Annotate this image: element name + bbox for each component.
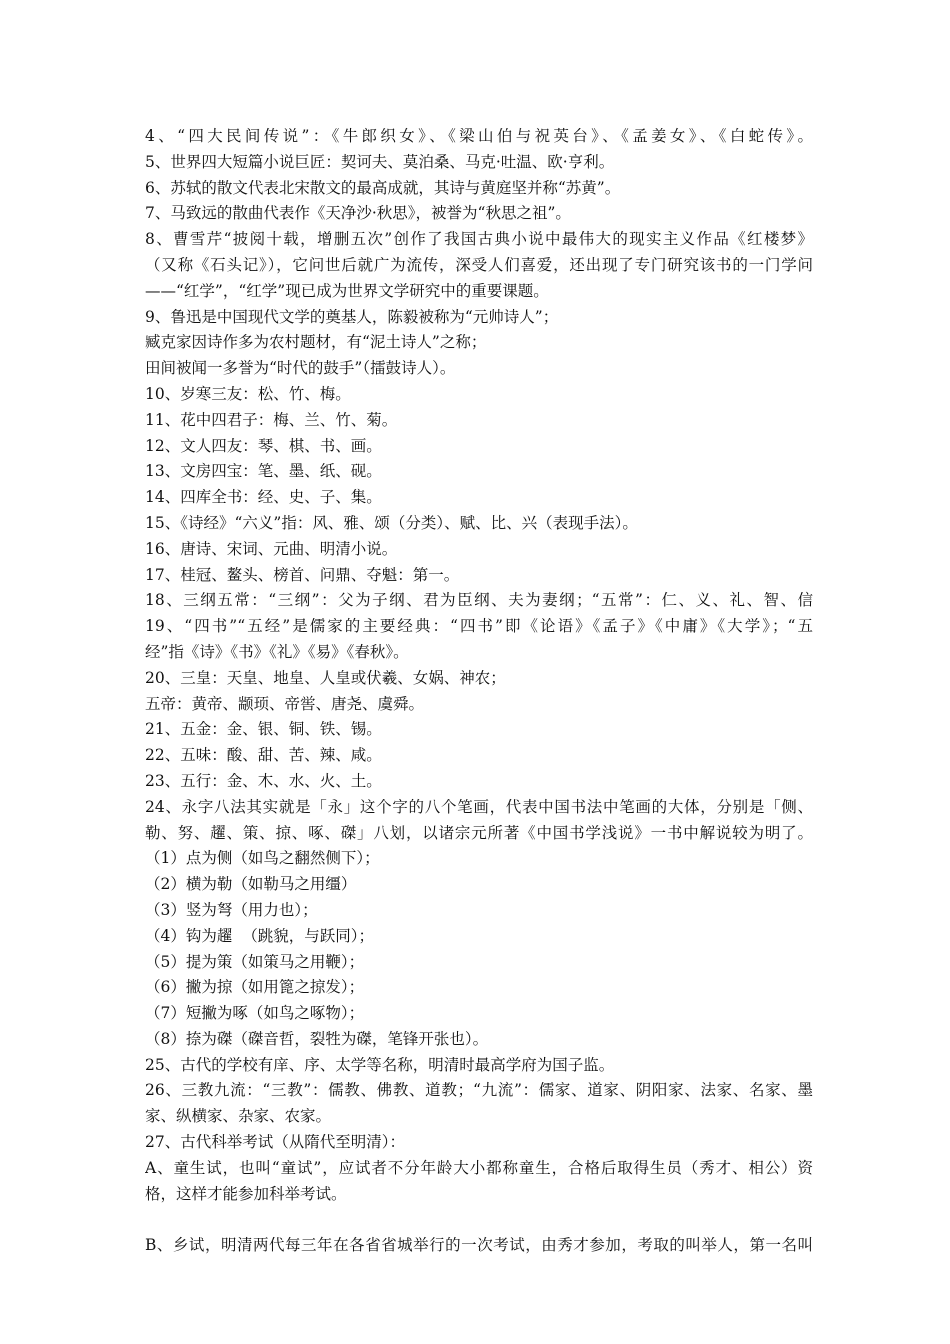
text-line: 21、五金：金、银、铜、铁、锡。 [145,720,382,739]
text-line: 4、“四大民间传说”：《牛郎织女》、《梁山伯与祝英台》、《孟姜女》、《白蛇传》。 [145,127,813,145]
text-line: （4）钩为趯 （跳貌，与跃同）； [145,926,374,945]
text-line: 27、古代科举考试（从隋代至明清）： [145,1133,405,1152]
text-line: （8）捺为磔（磔音哲，裂牲为磔，笔锋开张也）。 [145,1029,489,1048]
text-line: （5）提为策（如策马之用鞭）； [145,952,365,971]
text-line: （又称《石头记》），它问世后就广为流传，深受人们喜爱，还出现了专门研究该书的一门学问 [145,255,813,274]
text-line: 16、唐诗、宋词、元曲、明清小说。 [145,539,398,558]
text-line: 经”指《诗》《书》《礼》《易》《春秋》。 [145,642,409,661]
text-line: 17、桂冠、鳌头、榜首、问鼎、夺魁：第一。 [145,565,460,584]
text-line: 9、鲁迅是中国现代文学的奠基人，陈毅被称为“元帅诗人”； [145,307,559,326]
text-line: 19、“四书”“五经”是儒家的主要经典：“四书”即《论语》《孟子》《中庸》《大学》；“五 [145,617,813,636]
text-line: 6、苏轼的散文代表北宋散文的最高成就，其诗与黄庭坚并称“苏黄”。 [145,178,621,197]
text-line: 13、文房四宝：笔、墨、纸、砚。 [145,462,382,481]
text-line: B、乡试，明清两代每三年在各省省城举行的一次考试，由秀才参加，考取的叫举人，第一名叫 [145,1236,813,1255]
text-line: 12、文人四友：琴、棋、书、画。 [145,436,382,455]
text-line: 15、《诗经》“六义”指：风、雅、颂（分类）、赋、比、兴（表现手法）。 [145,513,638,532]
text-line: 11、花中四君子：梅、兰、竹、菊。 [145,410,398,429]
text-line: 26、三教九流：“三教”：儒教、佛教、道教；“九流”：儒家、道家、阴阳家、法家、名家、墨 [145,1081,813,1100]
text-line: （3）竖为弩（用力也）； [145,900,318,919]
text-line: 10、岁寒三友：松、竹、梅。 [145,384,351,403]
text-line: 25、古代的学校有庠、序、太学等名称，明清时最高学府为国子监。 [145,1055,615,1074]
text-line: ——“红学”，“红学”现已成为世界文学研究中的重要课题。 [145,281,549,300]
text-line: 14、四库全书：经、史、子、集。 [145,488,382,507]
text-line: 格，这样才能参加科举考试。 [145,1184,347,1203]
text-line: 24、永字八法其实就是「永」这个字的八个笔画，代表中国书法中笔画的大体，分别是「侧、 [145,797,813,816]
text-line: （1）点为侧（如鸟之翻然侧下）； [145,849,380,868]
text-line: 8、曹雪芹“披阅十载，增删五次”创作了我国古典小说中最伟大的现实主义作品《红楼梦》 [145,230,813,249]
text-line: 五帝：黄帝、颛顼、帝喾、唐尧、虞舜。 [145,694,425,713]
text-line: （7）短撇为啄（如鸟之啄物）； [145,1004,365,1023]
document-body [145,124,813,1259]
text-line: 家、纵横家、杂家、农家。 [145,1107,332,1126]
blank-line [145,1207,813,1233]
text-line: 18、三纲五常：“三纲”：父为子纲、君为臣纲、夫为妻纲；“五常”：仁、义、礼、智、信 [145,591,813,610]
text-line: （2）横为勒（如勒马之用缰） [145,875,357,894]
text-line: A、童生试，也叫“童试”，应试者不分年龄大小都称童生，合格后取得生员（秀才、相公）资 [145,1158,813,1177]
text-line: 勒、努、趯、策、掠、啄、磔」八划，以诸宗元所著《中国书学浅说》一书中解说较为明了。 [145,823,813,842]
text-line: （6）撇为掠（如用篦之掠发）； [145,978,365,997]
text-line: 臧克家因诗作多为农村题材，有“泥土诗人”之称； [145,333,487,352]
text-line: 7、马致远的散曲代表作《天净沙·秋思》，被誉为“秋思之祖”。 [145,204,571,223]
text-line: 23、五行：金、木、水、火、土。 [145,771,382,790]
text-line: 20、三皇：天皇、地皇、人皇或伏羲、女娲、神农； [145,668,506,687]
text-line: 5、世界四大短篇小说巨匠：契诃夫、莫泊桑、马克·吐温、欧·亨利。 [145,152,615,171]
text-line: 22、五味：酸、甜、苦、辣、咸。 [145,746,382,765]
text-line: 田间被闻一多誉为“时代的鼓手”（擂鼓诗人）。 [145,359,456,378]
